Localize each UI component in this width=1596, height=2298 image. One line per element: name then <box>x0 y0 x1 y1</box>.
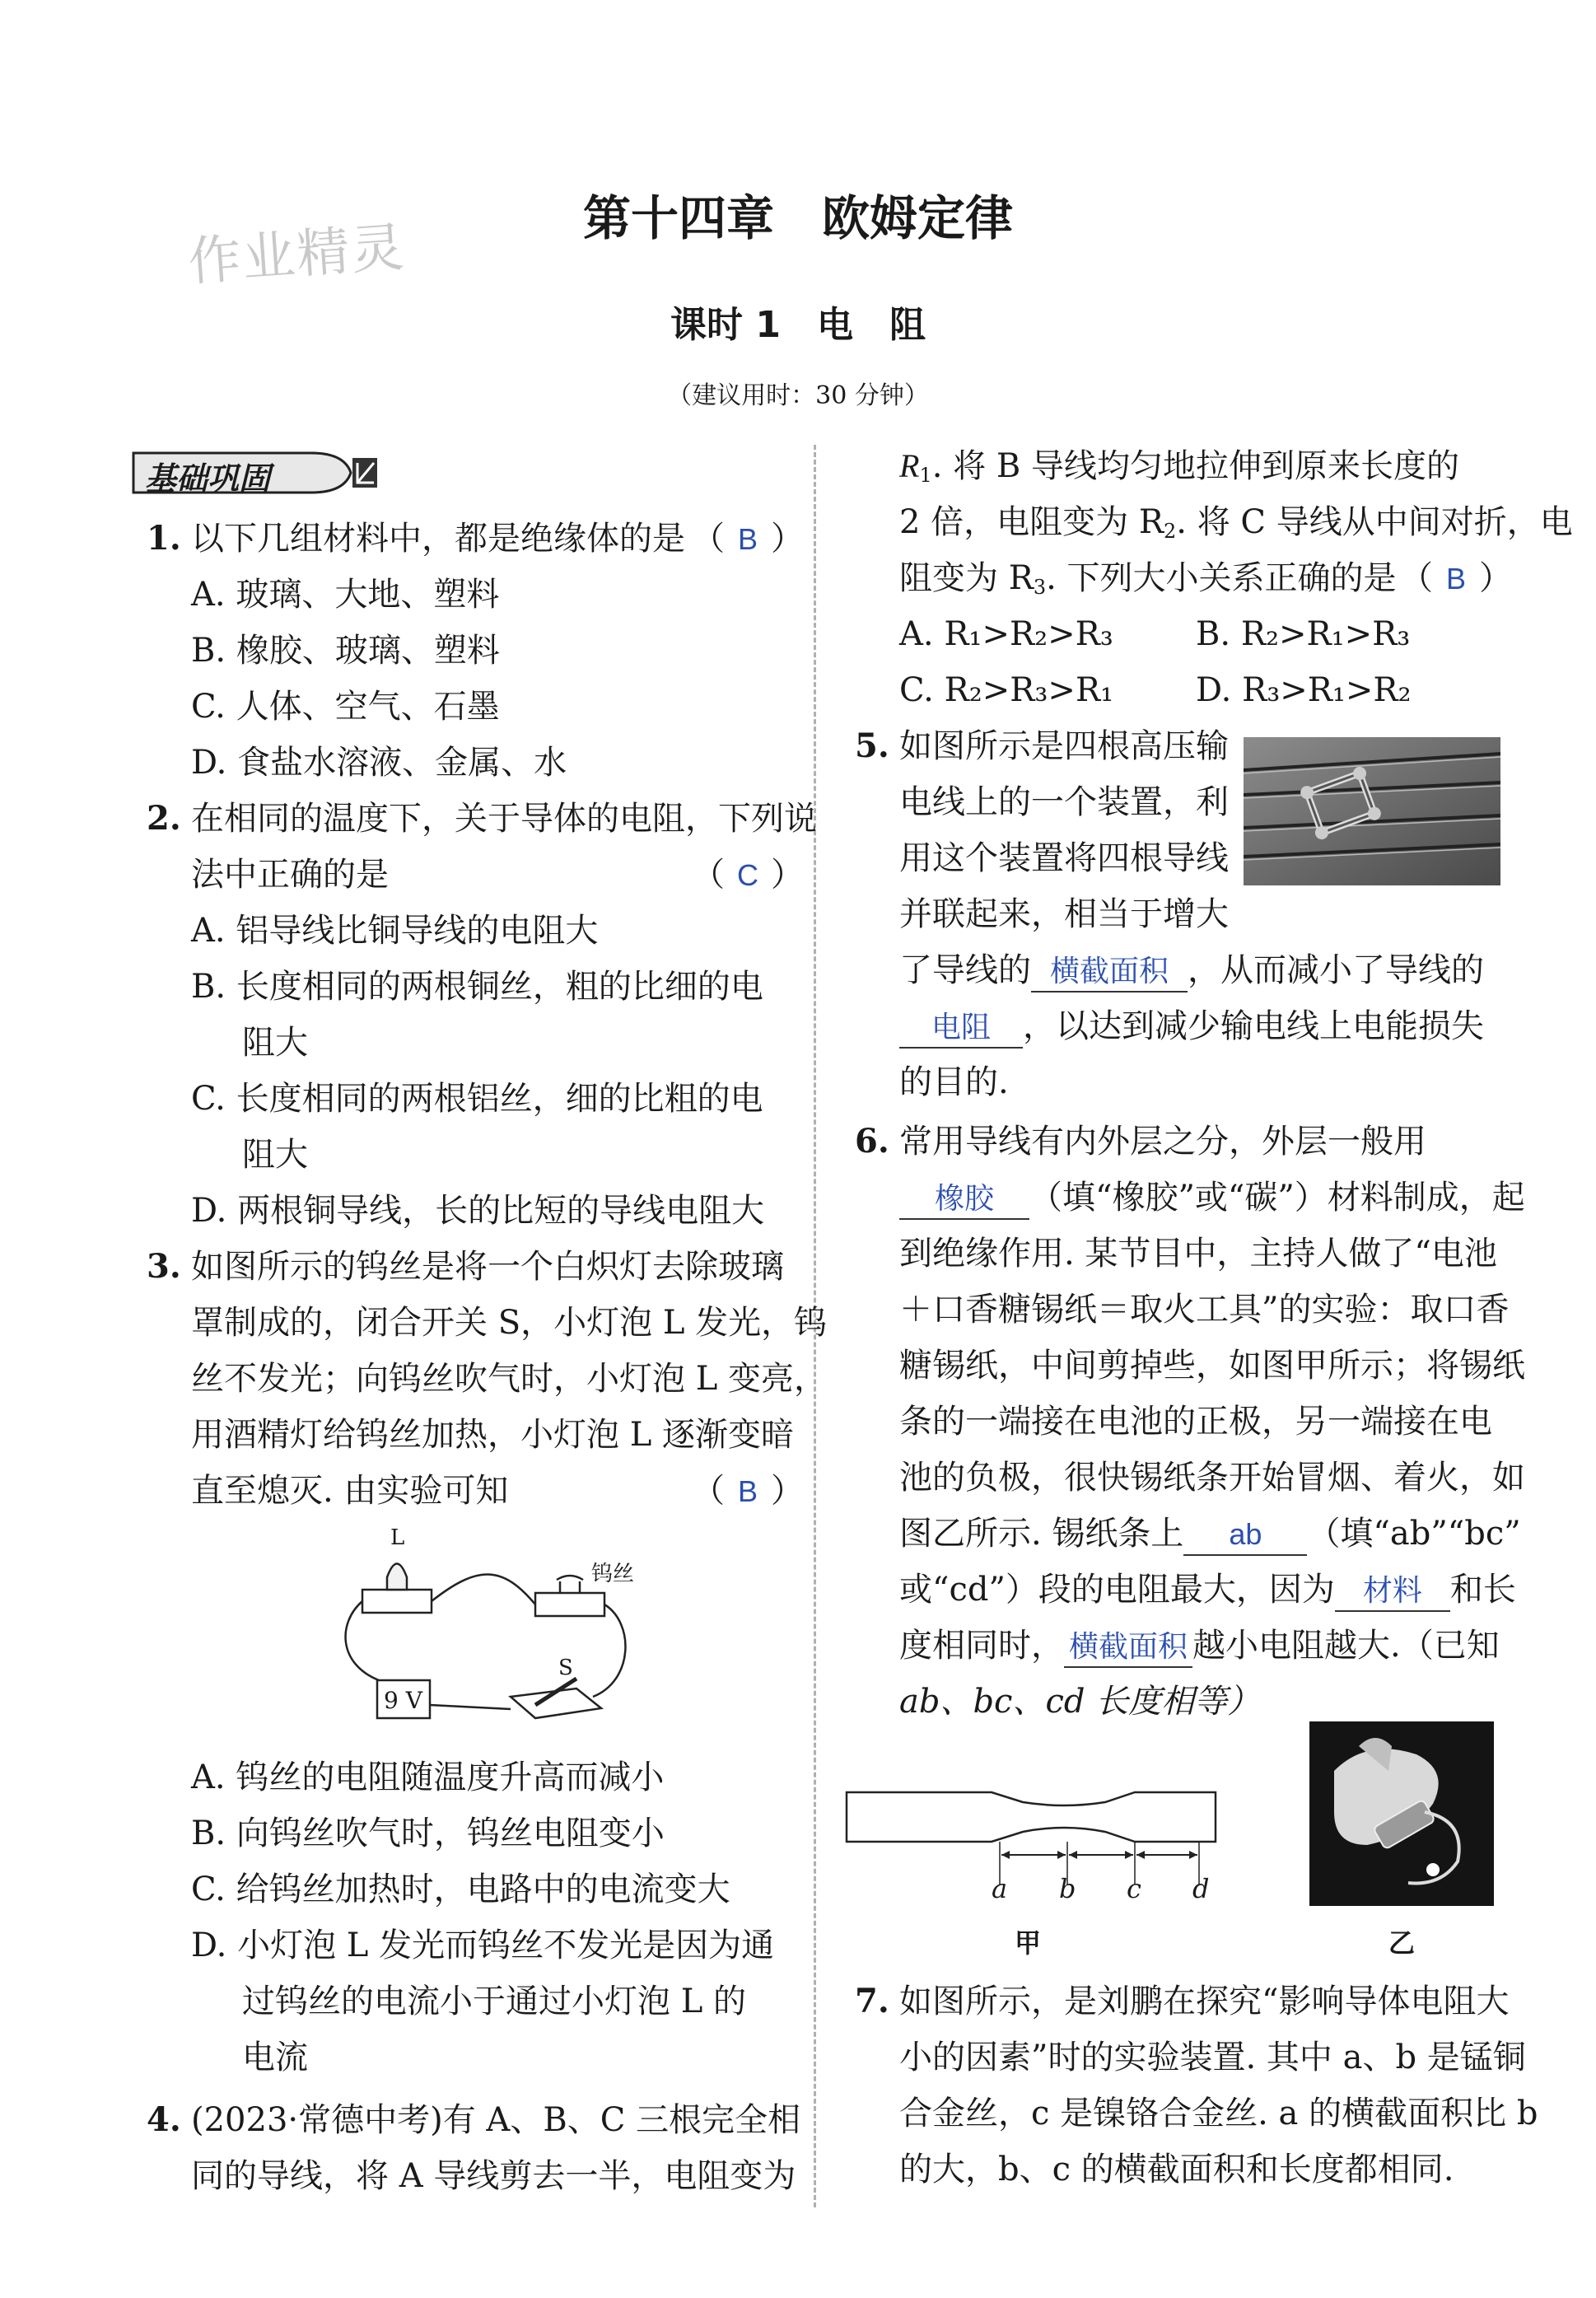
q2-option: 阻大 <box>242 1136 308 1174</box>
q5-text: ，从而减小了导线的 <box>1188 951 1484 989</box>
q6-stem: 糖锡纸，中间剪掉些，如图甲所示；将锡纸 <box>899 1347 1525 1385</box>
q2-stem: 在相同的温度下，关于导体的电阻，下列说 <box>191 800 817 838</box>
time-hint: （建议用时：30 分钟） <box>667 381 929 410</box>
q4-text: 2 倍，电阻变为 R <box>899 503 1164 541</box>
subscript: 3 <box>1033 576 1047 599</box>
q6-line <box>899 1562 1516 1618</box>
q3-circuit-figure <box>329 1525 659 1746</box>
q5-stem: 并联起来，相当于增大 <box>899 895 1229 933</box>
q6-line <box>899 1618 1500 1674</box>
section-label <box>130 450 351 497</box>
q6-text: （填“橡胶”或“碳”）材料制成，起 <box>1029 1179 1525 1217</box>
q3-stem: 罩制成的，闭合开关 S，小灯泡 L 发光，钨 <box>191 1304 828 1342</box>
q6-blank-segment: ab <box>1183 1515 1307 1556</box>
q3-option: 电流 <box>242 2039 308 2076</box>
q5-blank-resistance: 电阻 <box>899 1007 1023 1049</box>
watermark: 作业精灵 <box>186 217 408 294</box>
q7-stem: 合金丝，c 是镍铬合金丝. a 的横截面积比 b <box>899 2095 1538 2132</box>
q6-stem: 常用导线有内外层之分，外层一般用 <box>899 1123 1426 1161</box>
q3-answer: B <box>737 1474 758 1508</box>
q5-line <box>899 998 1484 1054</box>
q5-blank-cross-section: 横截面积 <box>1031 951 1188 993</box>
q3-option: D. 小灯泡 L 发光而钨丝不发光是因为通 <box>191 1927 775 1964</box>
q6-stem: 条的一端接在电池的正极，另一端接在电 <box>899 1403 1492 1441</box>
tungsten-label: 钨丝 <box>591 1562 635 1586</box>
q4-number: 4. <box>147 2100 181 2139</box>
q1-option: B. 橡胶、玻璃、塑料 <box>191 632 500 670</box>
q6-line <box>899 1170 1525 1226</box>
q7-stem: 的大，b、c 的横截面积和长度都相同. <box>899 2151 1454 2188</box>
q6-text: （填“ab”“bc” <box>1307 1515 1521 1553</box>
q5-stem: 电线上的一个装置，利 <box>899 783 1229 821</box>
q3-option: C. 给钨丝加热时，电路中的电流变大 <box>191 1871 730 1908</box>
q1-option: D. 食盐水溶液、金属、水 <box>191 744 567 782</box>
q2-option: C. 长度相同的两根铝丝，细的比粗的电 <box>191 1080 763 1118</box>
figure-jia-caption: 甲 <box>1015 1927 1042 1959</box>
q4-stem: 同的导线，将 A 导线剪去一半，电阻变为 <box>191 2157 796 2195</box>
figure-yi-caption: 乙 <box>1388 1927 1416 1959</box>
q5-stem: 用这个装置将四根导线 <box>899 839 1229 877</box>
q1-option: C. 人体、空气、石墨 <box>191 688 500 726</box>
q1-answer: B <box>737 522 758 556</box>
q2-option: B. 长度相同的两根铜丝，粗的比细的电 <box>191 968 763 1006</box>
q4-answer-box: （ B ） <box>1400 550 1512 607</box>
q3-option: A. 钨丝的电阻随温度升高而减小 <box>191 1759 665 1796</box>
q4-text: . 将 C 导线从中间对折，电 <box>1176 503 1573 541</box>
foil-strip-figure <box>843 1779 1230 1911</box>
q6-stem: ＋口香糖锡纸＝取火工具”的实验：取口香 <box>899 1291 1510 1329</box>
q7-stem: 如图所示，是刘鹏在探究“影响导体电阻大 <box>899 1983 1510 2020</box>
q5-number: 5. <box>855 726 889 765</box>
q6-blank-area: 横截面积 <box>1064 1627 1192 1668</box>
q6-text: 度相同时， <box>899 1627 1064 1665</box>
lesson-title: 课时 1 电 阻 <box>670 304 926 346</box>
chapter-title: 第十四章 欧姆定律 <box>582 190 1013 246</box>
q7-number: 7. <box>855 1982 889 2020</box>
battery-label: 9 V <box>384 1687 422 1714</box>
q6-blank-material: 材料 <box>1335 1571 1450 1612</box>
q4-option: D. R₃>R₁>R₂ <box>1196 671 1412 709</box>
power-line-photo <box>1244 737 1500 885</box>
q3-stem: 丝不发光；向钨丝吹气时，小灯泡 L 变亮， <box>191 1360 827 1398</box>
q6-stem: ab、bc、cd 长度相等） <box>899 1683 1261 1721</box>
q4-option: B. R₂>R₁>R₃ <box>1196 615 1411 653</box>
lamp-label: L <box>390 1525 405 1550</box>
q5-line: 的目的. <box>899 1063 1009 1101</box>
q6-text: 图乙所示. 锡纸条上 <box>899 1515 1184 1553</box>
q2-number: 2. <box>147 799 181 838</box>
q6-stem: 到绝缘作用. 某节目中，主持人做了“电池 <box>899 1235 1497 1273</box>
q2-option: 阻大 <box>242 1024 308 1062</box>
q4-option: A. R₁>R₂>R₃ <box>899 615 1113 653</box>
q3-option: 过钨丝的电流小于通过小灯泡 L 的 <box>242 1983 746 2020</box>
q5-stem: 如图所示是四根高压输 <box>899 727 1229 765</box>
q6-line <box>899 1506 1521 1562</box>
q3-option: B. 向钨丝吹气时，钨丝电阻变小 <box>191 1815 665 1852</box>
q4-text: . 下列大小关系正确的是 <box>1046 559 1397 597</box>
section-label-text: 基础巩固 <box>145 460 271 497</box>
q6-text: 越小电阻越大.（已知 <box>1192 1627 1500 1665</box>
q4-text: . 将 B 导线均匀地拉伸到原来长度的 <box>931 447 1459 485</box>
q4-answer: B <box>1445 562 1466 596</box>
switch-label: S <box>558 1656 573 1680</box>
q4-stem: (2023·常德中考)有 A、B、C 三根完全相 <box>191 2101 801 2139</box>
point-a-label: a <box>992 1873 1008 1904</box>
q3-stem: 直至熄灭. 由实验可知 <box>191 1472 509 1510</box>
q7-stem: 小的因素”时的实验装置. 其中 a、b 是锰铜 <box>899 2039 1526 2076</box>
point-d-label: d <box>1192 1873 1210 1904</box>
q2-option: D. 两根铜导线，长的比短的导线电阻大 <box>191 1192 765 1230</box>
q3-number: 3. <box>147 1247 181 1286</box>
q6-blank-rubber: 橡胶 <box>899 1179 1029 1220</box>
r-symbol: R <box>899 447 920 484</box>
subscript: 1 <box>919 464 932 487</box>
point-c-label: c <box>1127 1873 1141 1904</box>
q6-text: 和长 <box>1449 1571 1516 1609</box>
q6-text: 或“cd”）段的电阻最大，因为 <box>899 1571 1335 1609</box>
q4-text: 阻变为 R <box>899 559 1034 597</box>
q1-number: 1. <box>147 519 181 558</box>
q2-answer: C <box>737 858 758 892</box>
subscript: 2 <box>1164 520 1177 543</box>
q5-text: ，以达到减少输电线上电能损失 <box>1023 1007 1484 1045</box>
q3-stem: 用酒精灯给钨丝加热，小灯泡 L 逐渐变暗 <box>191 1416 794 1454</box>
battery-fire-photo <box>1309 1721 1494 1906</box>
q5-text: 了导线的 <box>899 951 1031 989</box>
q3-stem: 如图所示的钨丝是将一个白炽灯去除玻璃 <box>191 1248 784 1286</box>
q1-option: A. 玻璃、大地、塑料 <box>191 576 500 614</box>
q4-option: C. R₂>R₃>R₁ <box>899 671 1114 709</box>
q5-line <box>899 942 1484 998</box>
q2-answer-box: （ C ） <box>692 847 804 904</box>
q2-stem: 法中正确的是 <box>191 856 389 894</box>
q3-answer-box: （ B ） <box>692 1463 804 1520</box>
point-b-label: b <box>1059 1873 1076 1904</box>
q6-stem: 池的负极，很快锡纸条开始冒烟、着火，如 <box>899 1459 1525 1497</box>
q1-stem: 以下几组材料中，都是绝缘体的是 <box>191 520 685 558</box>
q6-number: 6. <box>855 1122 889 1161</box>
q1-answer-box: （ B ） <box>692 511 804 567</box>
q2-option: A. 铝导线比铜导线的电阻大 <box>191 912 599 950</box>
